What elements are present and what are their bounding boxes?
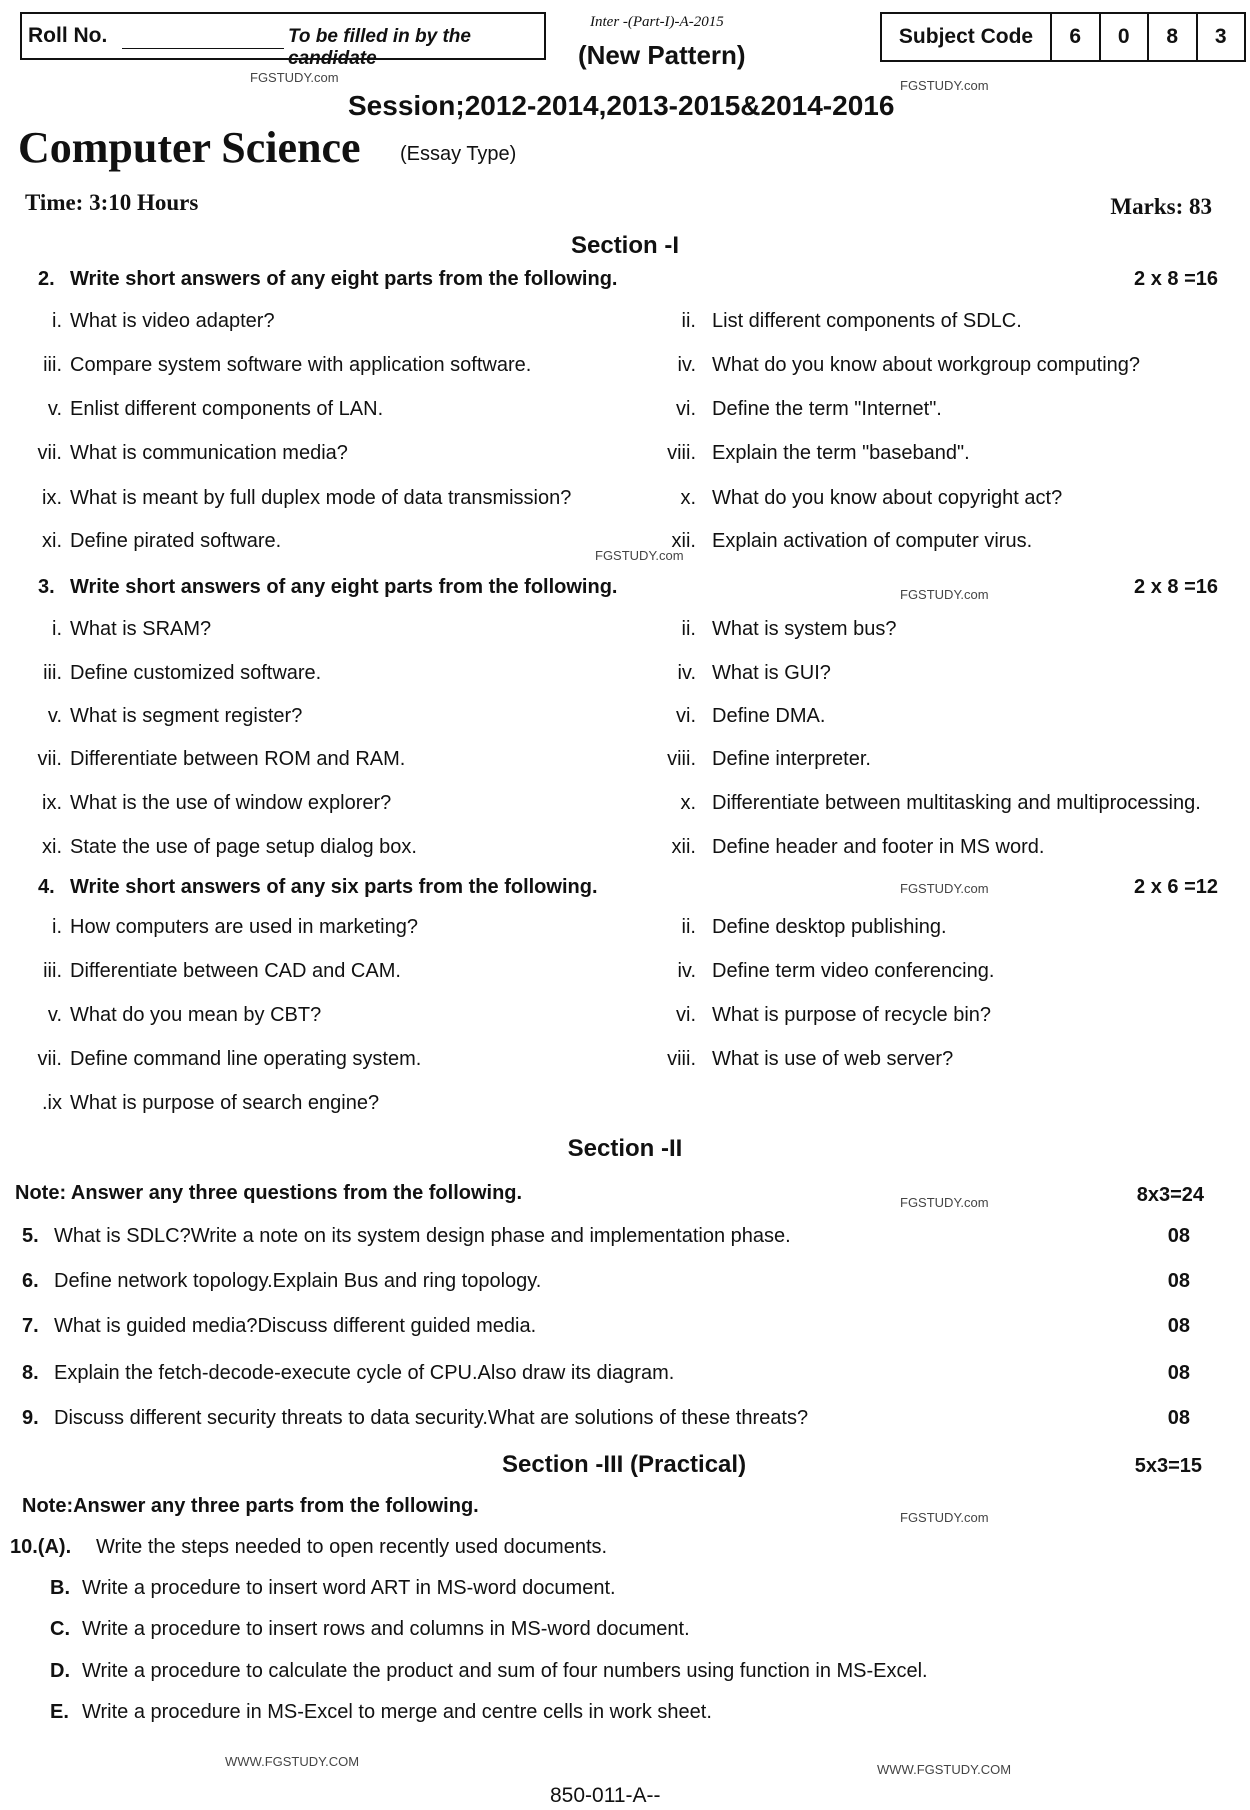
watermark: FGSTUDY.com (900, 1195, 989, 1210)
part-text: What is SRAM? (70, 618, 212, 640)
part-number: C. (50, 1618, 70, 1640)
subject-code-digit: 3 (1214, 25, 1227, 48)
roll-blank (122, 48, 284, 49)
part-number: viii. (667, 442, 696, 464)
part-number: i. (52, 310, 62, 332)
part-text: Compare system software with application software. (70, 354, 532, 376)
part-number: iv. (677, 354, 696, 376)
section-2-note: Note: Answer any three questions from the following. (15, 1182, 523, 1204)
section-3-marks: 5x3=15 (1134, 1455, 1202, 1477)
part-number: iii. (43, 960, 62, 982)
part-text: Define customized software. (70, 662, 322, 684)
part-text: Define interpreter. (712, 748, 871, 770)
footer-watermark: WWW.FGSTUDY.COM (877, 1762, 1012, 1777)
part-text: List different components of SDLC. (712, 310, 1022, 332)
part-number: B. (50, 1577, 70, 1599)
part-number: .ix (42, 1092, 62, 1114)
part-text: Differentiate between ROM and RAM. (70, 748, 406, 770)
question-number: 7. (22, 1315, 39, 1337)
part-text: Define header and footer in MS word. (712, 836, 1045, 858)
question-marks: 2 x 6 =12 (1134, 876, 1218, 898)
part-number: ix. (42, 487, 62, 509)
subject-code-box (880, 12, 1246, 62)
part-number: 10.(A). (10, 1536, 72, 1558)
part-text: Define pirated software. (70, 530, 282, 552)
part-number: vi. (676, 705, 696, 727)
part-text: Write a procedure to calculate the product and sum of four numbers using function in MS-Excel. (82, 1660, 928, 1682)
part-text: Define command line operating system. (70, 1048, 422, 1070)
watermark: FGSTUDY.com (900, 587, 989, 602)
question-number: 8. (22, 1362, 39, 1384)
watermark: FGSTUDY.com (900, 1510, 989, 1525)
part-text: What is video adapter? (70, 310, 275, 332)
part-number: v. (47, 398, 62, 420)
question-marks: 08 (1167, 1407, 1190, 1429)
part-text: Define DMA. (712, 705, 826, 727)
part-text: State the use of page setup dialog box. (70, 836, 417, 858)
question-marks: 08 (1167, 1270, 1190, 1292)
part-text: Write the steps needed to open recently used documents. (96, 1536, 608, 1558)
section-3-note: Note:Answer any three parts from the following. (22, 1495, 479, 1517)
part-text: Define term video conferencing. (712, 960, 995, 982)
watermark: FGSTUDY.com (595, 548, 684, 563)
question-text: Write short answers of any eight parts from the following. (70, 576, 618, 598)
part-number: vii. (37, 748, 62, 770)
question-text: Discuss different security threats to data security.What are solutions of these threats? (54, 1407, 809, 1429)
part-text: What is purpose of recycle bin? (712, 1004, 992, 1026)
question-text: What is SDLC?Write a note on its system design phase and implementation phase. (54, 1225, 791, 1247)
question-number: 3. (38, 576, 55, 598)
part-text: What is system bus? (712, 618, 897, 640)
part-number: ix. (42, 792, 62, 814)
part-number: D. (50, 1660, 70, 1682)
part-number: i. (52, 618, 62, 640)
question-text: Write short answers of any eight parts from the following. (70, 268, 618, 290)
roll-hint: To be filled in by the candidate (288, 26, 471, 69)
total-marks: Marks: 83 (1110, 194, 1212, 219)
part-number: vi. (676, 1004, 696, 1026)
part-number: ii. (681, 618, 696, 640)
part-number: iv. (677, 662, 696, 684)
part-number: xi. (42, 530, 62, 552)
part-number: v. (47, 705, 62, 727)
watermark: FGSTUDY.com (900, 78, 989, 93)
part-text: What do you mean by CBT? (70, 1004, 322, 1026)
part-text: What is purpose of search engine? (70, 1092, 380, 1114)
footer-code: 850-011-A-- (550, 1784, 661, 1807)
subject-code-label: Subject Code (882, 14, 1052, 60)
part-number: vii. (37, 442, 62, 464)
part-text: What is meant by full duplex mode of data transmission? (70, 487, 572, 509)
part-number: viii. (667, 1048, 696, 1070)
question-marks: 08 (1167, 1362, 1190, 1384)
part-number: v. (47, 1004, 62, 1026)
subject-code-digit: 0 (1101, 14, 1150, 60)
part-number: E. (50, 1701, 69, 1723)
part-number: vi. (676, 398, 696, 420)
part-number: x. (680, 487, 696, 509)
question-marks: 08 (1167, 1315, 1190, 1337)
part-text: What do you know about copyright act? (712, 487, 1063, 509)
question-marks: 08 (1167, 1225, 1190, 1247)
section-3-title: Section -III (Practical) (502, 1451, 747, 1478)
part-text: Write a procedure to insert rows and columns in MS-word document. (82, 1618, 690, 1640)
part-text: Explain activation of computer virus. (712, 530, 1033, 552)
part-number: iii. (43, 662, 62, 684)
subject-code-digit: 6 (1052, 14, 1101, 60)
part-text: What is GUI? (712, 662, 831, 684)
part-number: viii. (667, 748, 696, 770)
question-number: 9. (22, 1407, 39, 1429)
subject-code-digit: 8 (1149, 14, 1198, 60)
part-number: ii. (681, 310, 696, 332)
part-number: i. (52, 916, 62, 938)
question-text: Write short answers of any six parts from the following. (70, 876, 598, 898)
part-text: What is segment register? (70, 705, 303, 727)
roll-label: Roll No. (28, 24, 108, 47)
part-text: What is the use of window explorer? (70, 792, 392, 814)
part-text: What do you know about workgroup computing? (712, 354, 1141, 376)
subject-subtitle: (Essay Type) (400, 143, 517, 165)
question-marks: 2 x 8 =16 (1134, 268, 1218, 290)
section-2-marks: 8x3=24 (1136, 1184, 1204, 1206)
part-text: How computers are used in marketing? (70, 916, 418, 938)
part-number: iv. (677, 960, 696, 982)
watermark: FGSTUDY.com (250, 70, 339, 85)
part-text: What is communication media? (70, 442, 348, 464)
part-number: xii. (671, 530, 696, 552)
question-text: What is guided media?Discuss different guided media. (54, 1315, 537, 1337)
pattern-label: (New Pattern) (578, 40, 746, 70)
section-2-title: Section -II (567, 1135, 683, 1162)
part-number: iii. (43, 354, 62, 376)
part-text: Define desktop publishing. (712, 916, 947, 938)
paper-ref: Inter -(Part-I)-A-2015 (590, 14, 724, 30)
question-number: 5. (22, 1225, 39, 1247)
part-text: Explain the term "baseband". (712, 442, 970, 464)
question-number: 2. (38, 268, 55, 290)
part-text: Differentiate between CAD and CAM. (70, 960, 401, 982)
part-text: Write a procedure to insert word ART in MS-word document. (82, 1577, 616, 1599)
watermark: FGSTUDY.com (900, 881, 989, 896)
part-number: vii. (37, 1048, 62, 1070)
section-1-title: Section -I (570, 232, 679, 259)
part-number: xii. (671, 836, 696, 858)
roll-number-box (20, 12, 546, 69)
part-text: Enlist different components of LAN. (70, 398, 384, 420)
question-text: Define network topology.Explain Bus and ring topology. (54, 1270, 542, 1292)
part-text: Differentiate between multitasking and multiprocessing. (712, 792, 1201, 814)
session: Session;2012-2014,2013-2015&2014-2016 (348, 90, 895, 121)
question-marks: 2 x 8 =16 (1134, 576, 1218, 598)
question-number: 4. (38, 876, 55, 898)
question-text: Explain the fetch-decode-execute cycle of CPU.Also draw its diagram. (54, 1362, 675, 1384)
part-text: Write a procedure in MS-Excel to merge and centre cells in work sheet. (82, 1701, 712, 1723)
part-number: ii. (681, 916, 696, 938)
time-allowed: Time: 3:10 Hours (25, 190, 199, 215)
part-text: What is use of web server? (712, 1048, 954, 1070)
footer-watermark: WWW.FGSTUDY.COM (225, 1754, 360, 1769)
part-number: xi. (42, 836, 62, 858)
question-number: 6. (22, 1270, 39, 1292)
subject-title: Computer Science (18, 123, 361, 172)
part-text: Define the term "Internet". (712, 398, 942, 420)
part-number: x. (680, 792, 696, 814)
